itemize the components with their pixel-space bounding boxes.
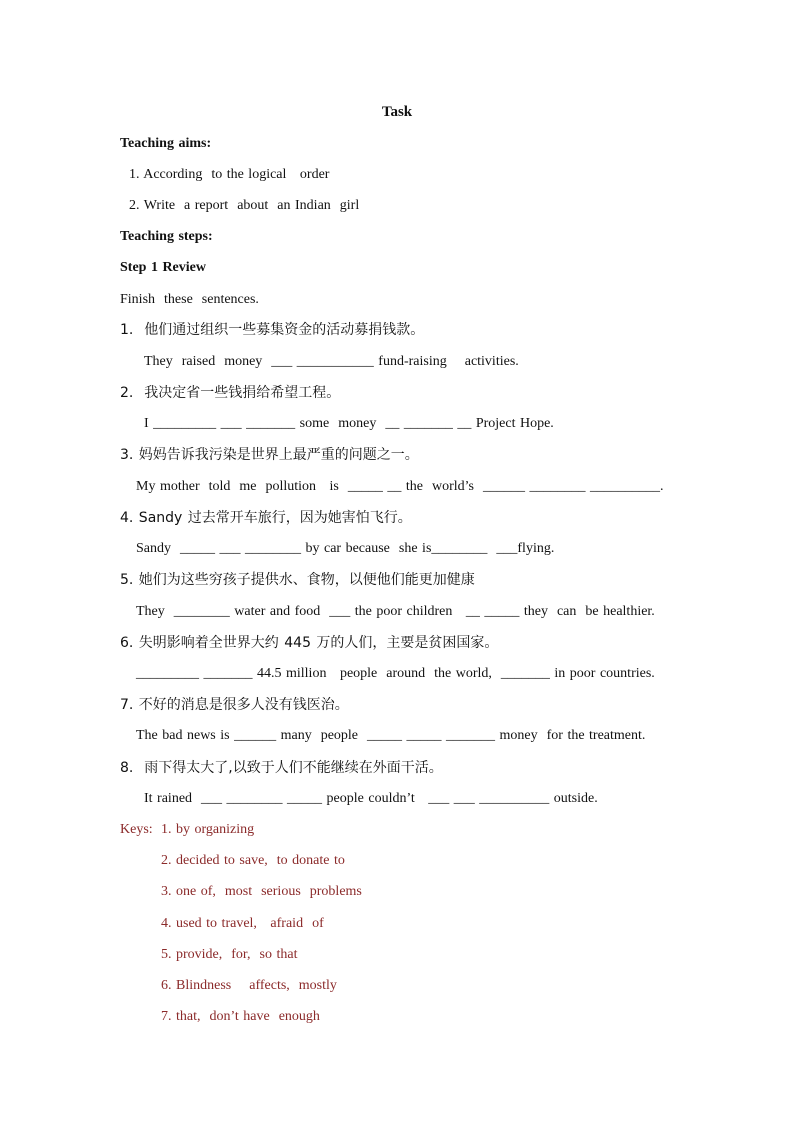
item-chinese: 8. 雨下得太大了,以致于人们不能继续在外面干活。 xyxy=(120,760,443,776)
item-chinese: 7. 不好的消息是很多人没有钱医治。 xyxy=(120,697,349,713)
aim-item: 2. Write a report about an Indian girl xyxy=(129,198,360,213)
item-english: _________ _______ 44.5 million people around the world, _______ in poor countries. xyxy=(136,666,655,681)
aim-item: 1. According to the logical order xyxy=(129,167,330,182)
item-english: My mother told me pollution is _____ __ the world’s ______ ________ __________. xyxy=(136,479,664,494)
item-english: It rained ___ ________ _____ people couldn’t ___ ___ __________ outside. xyxy=(144,791,598,806)
item-english: The bad news is ______ many people _____ _____ _______ money for the treatment. xyxy=(136,728,646,743)
key-item: 2. decided to save, to donate to xyxy=(161,853,345,868)
item-chinese: 2. 我决定省一些钱捐给希望工程。 xyxy=(120,385,341,401)
instruction: Finish these sentences. xyxy=(120,292,259,307)
item-chinese: 1. 他们通过组织一些募集资金的活动募捐钱款。 xyxy=(120,322,425,338)
aims-heading: Teaching aims: xyxy=(120,136,212,151)
item-chinese: 5. 她们为这些穷孩子提供水、食物，以便他们能更加健康 xyxy=(120,572,475,588)
item-chinese: 4. Sandy 过去常开车旅行，因为她害怕飞行。 xyxy=(120,510,412,526)
key-item: 6. Blindness affects, mostly xyxy=(161,978,337,993)
page-title: Task xyxy=(381,104,413,120)
key-item: 5. provide, for, so that xyxy=(161,947,298,962)
key-item: 3. one of, most serious problems xyxy=(161,884,362,899)
key-item: 7. that, don’t have enough xyxy=(161,1009,320,1024)
item-english: They ________ water and food ___ the poor children __ _____ they can be healthier. xyxy=(136,604,655,619)
steps-heading: Teaching steps: xyxy=(120,229,213,244)
item-english: I _________ ___ _______ some money __ _______ __ Project Hope. xyxy=(144,416,554,431)
step1-heading: Step 1 Review xyxy=(120,260,206,275)
keys-label: Keys: xyxy=(120,822,153,837)
item-chinese: 3. 妈妈告诉我污染是世界上最严重的问题之一。 xyxy=(120,447,419,463)
key-item: 1. by organizing xyxy=(161,822,255,837)
key-item: 4. used to travel, afraid of xyxy=(161,916,324,931)
item-english: They raised money ___ ___________ fund-raising activities. xyxy=(144,354,519,369)
item-chinese: 6. 失明影响着全世界大约 445 万的人们，主要是贫困国家。 xyxy=(120,635,499,651)
item-english: Sandy _____ ___ ________ by car because she is________ ___flying. xyxy=(136,541,555,556)
